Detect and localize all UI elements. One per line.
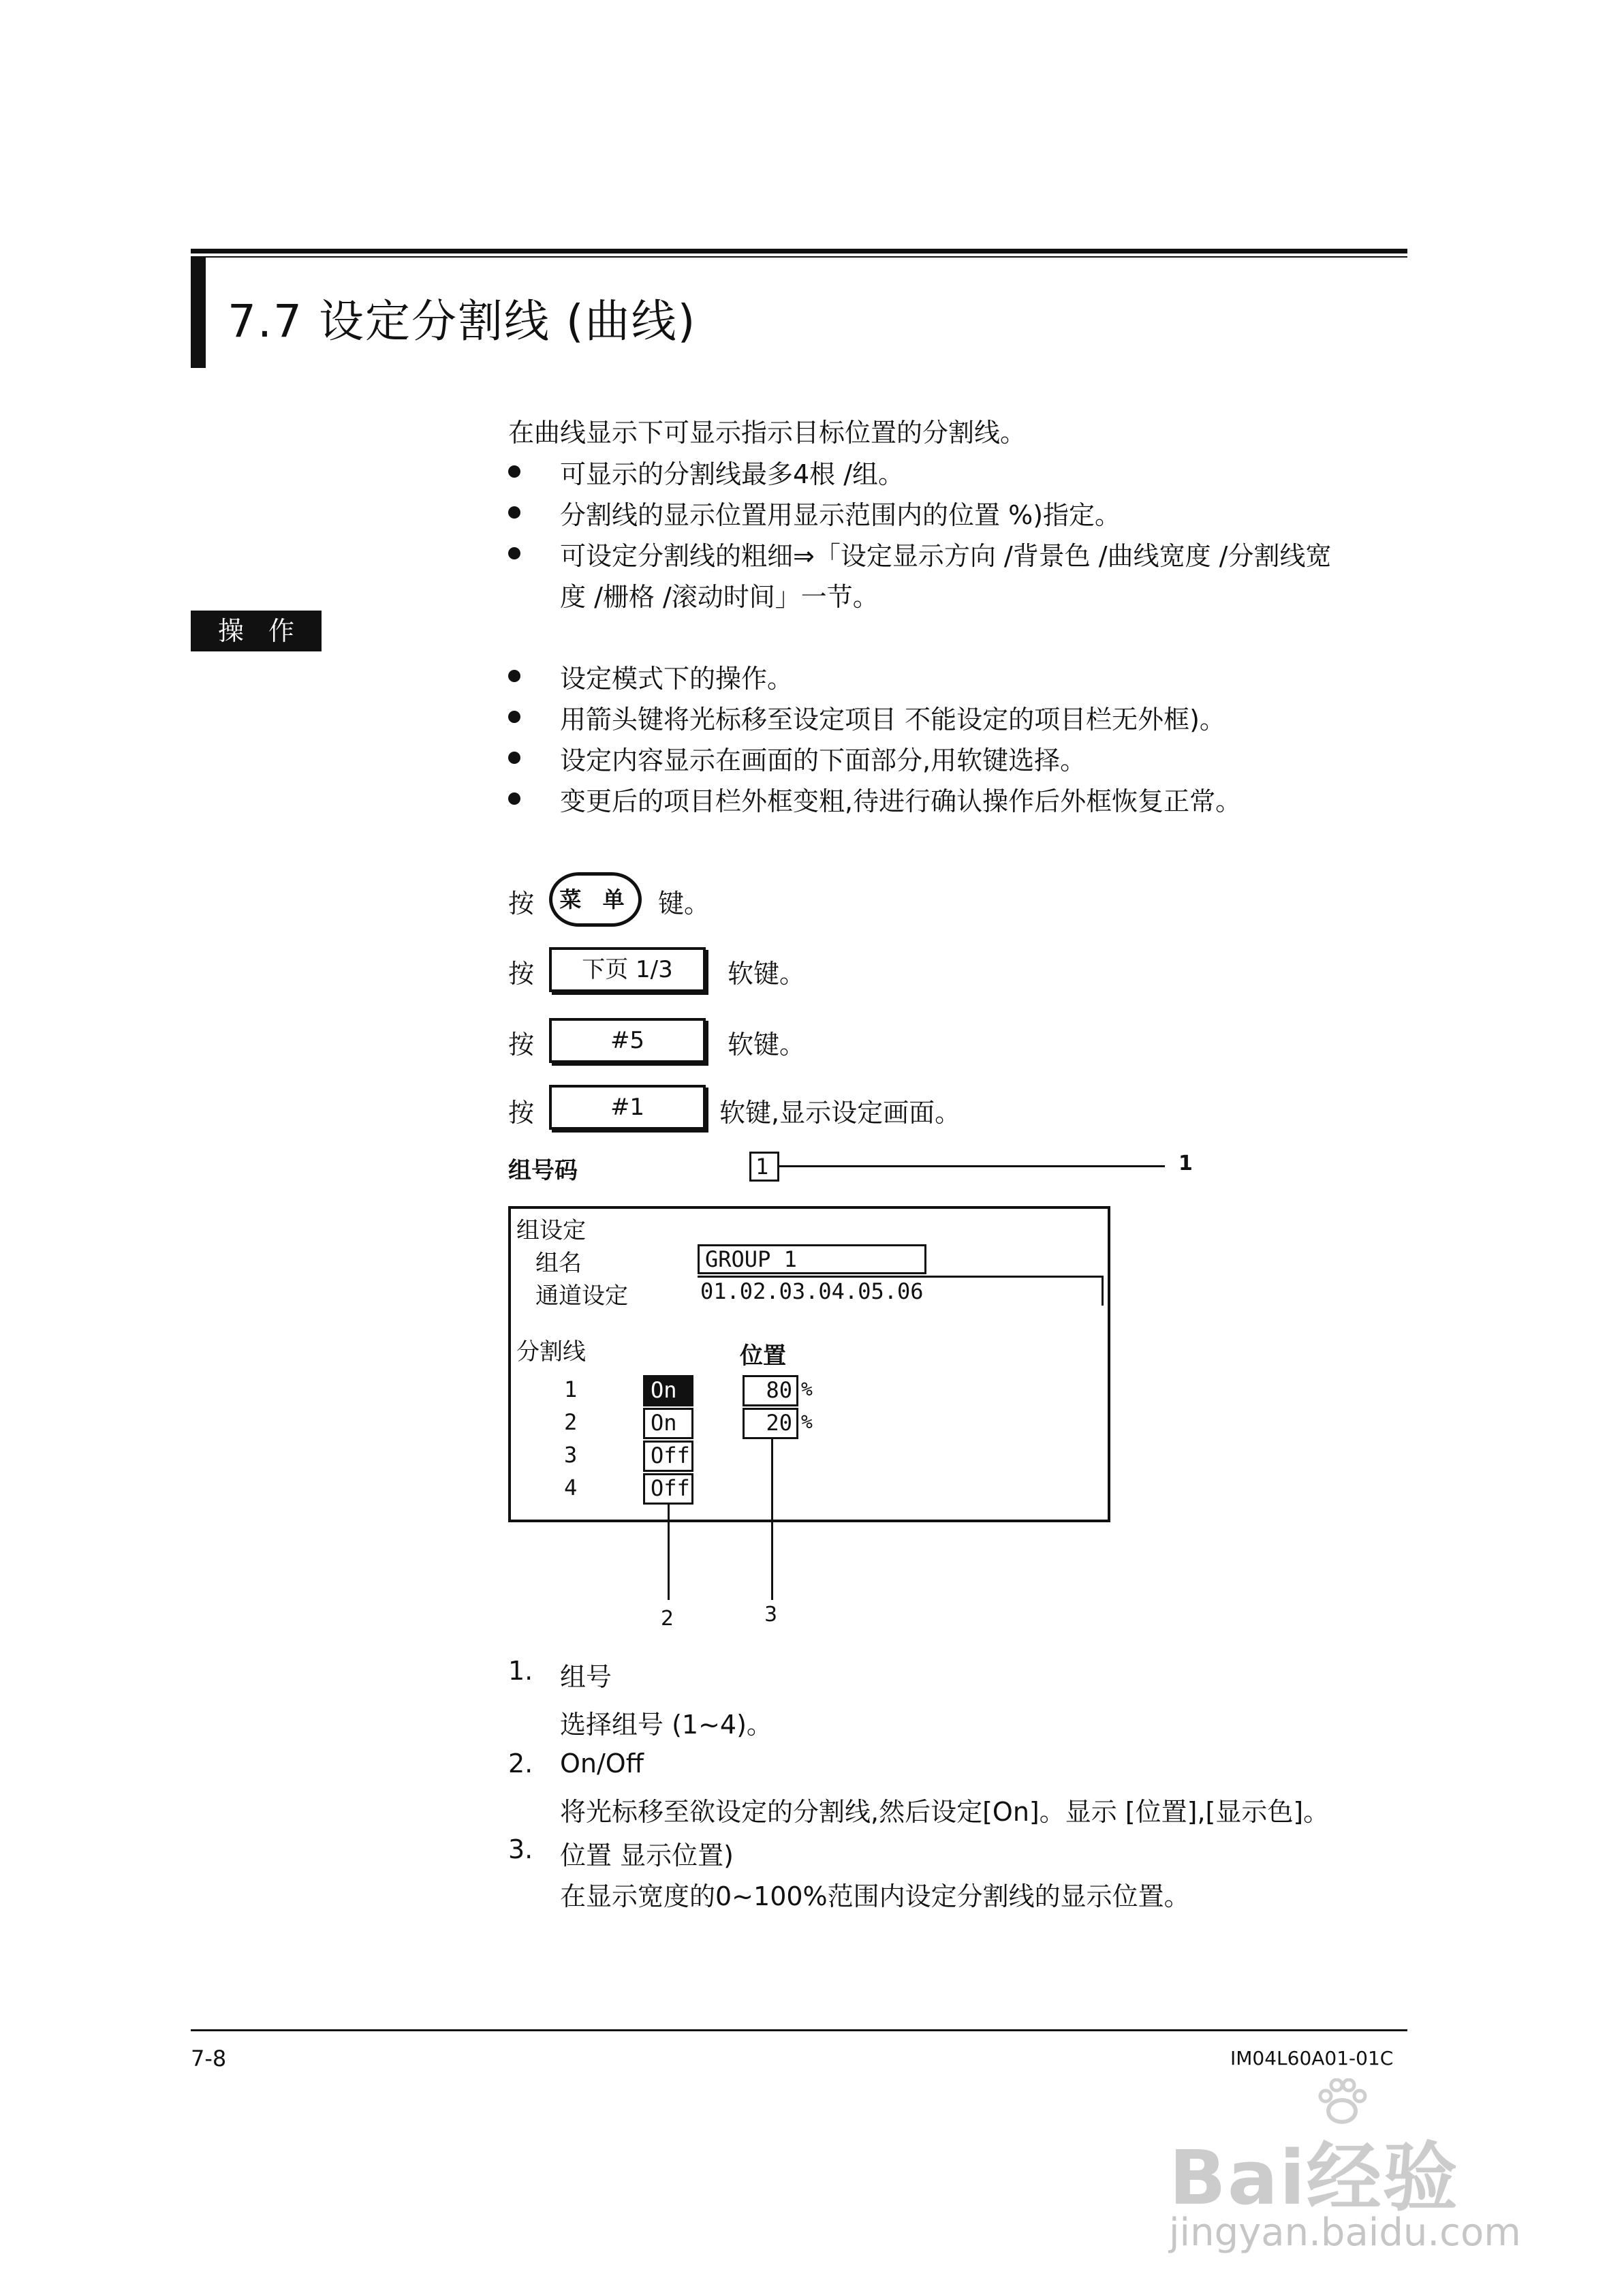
step-2-prefix: 按 bbox=[508, 959, 535, 989]
divider-3-toggle[interactable]: Off bbox=[643, 1441, 693, 1472]
note-3-desc: 在显示宽度的0~100%范围内设定分割线的显示位置。 bbox=[560, 1881, 1190, 1911]
callout-3-line bbox=[771, 1439, 773, 1600]
intro-bullet-3-cont: 度 /栅格 /滚动时间」一节。 bbox=[560, 582, 879, 612]
step-1-prefix: 按 bbox=[508, 889, 535, 919]
percent-unit: % bbox=[801, 1378, 813, 1400]
group-settings-heading: 组设定 bbox=[516, 1217, 586, 1244]
callout-1-line bbox=[779, 1165, 1165, 1167]
operation-bullet-3: 设定内容显示在画面的下面部分,用软键选择。 bbox=[560, 745, 1087, 775]
step-2-suffix: 软键。 bbox=[728, 959, 806, 989]
callout-3: 3 bbox=[764, 1603, 778, 1627]
step-3-prefix: 按 bbox=[508, 1030, 535, 1060]
operation-bullet-1: 设定模式下的操作。 bbox=[560, 664, 794, 694]
note-3-number: 3. bbox=[508, 1834, 533, 1864]
divider-heading: 分割线 bbox=[516, 1338, 586, 1366]
group-number-field[interactable]: 1 bbox=[749, 1152, 779, 1182]
intro-bullet-1: 可显示的分割线最多4根 /组。 bbox=[560, 459, 905, 489]
operation-bullet-2: 用箭头键将光标移至设定项目 不能设定的项目栏无外框)。 bbox=[560, 705, 1225, 735]
header-rule bbox=[191, 249, 1407, 253]
page-number: 7-8 bbox=[191, 2046, 227, 2071]
title-marker bbox=[191, 258, 206, 368]
step-1-suffix: 键。 bbox=[658, 889, 710, 919]
channel-setting-label: 通道设定 bbox=[535, 1282, 628, 1310]
channel-setting-field[interactable]: 01.02.03.04.05.06 bbox=[700, 1278, 924, 1304]
note-3-title: 位置 显示位置) bbox=[560, 1840, 734, 1870]
intro-bullet-3: 可设定分割线的粗细⇒「设定显示方向 /背景色 /曲线宽度 /分割线宽 bbox=[560, 541, 1332, 571]
note-1-title: 组号 bbox=[560, 1662, 612, 1692]
softkey-5[interactable]: #5 bbox=[549, 1018, 706, 1063]
divider-number: 3 bbox=[564, 1442, 578, 1468]
position-heading: 位置 bbox=[740, 1342, 786, 1370]
bullet-icon bbox=[508, 465, 520, 478]
callout-2-line bbox=[668, 1505, 670, 1600]
operation-label: 操作 bbox=[191, 611, 322, 651]
menu-hardkey[interactable]: 菜 单 bbox=[549, 872, 642, 927]
step-4-suffix: 软键,显示设定画面。 bbox=[719, 1098, 961, 1128]
watermark-url: jingyan.baidu.com bbox=[1169, 2211, 1521, 2255]
note-1-number: 1. bbox=[508, 1656, 533, 1686]
section-number: 7.7 bbox=[228, 295, 303, 348]
bullet-icon bbox=[508, 547, 520, 559]
divider-1-position[interactable]: 80 bbox=[743, 1375, 798, 1406]
divider-number: 4 bbox=[564, 1475, 578, 1500]
group-name-label: 组名 bbox=[535, 1250, 582, 1277]
softkey-1[interactable]: #1 bbox=[549, 1085, 706, 1130]
note-2-title: On/Off bbox=[560, 1749, 644, 1778]
bullet-icon bbox=[508, 506, 520, 519]
intro-lead: 在曲线显示下可显示指示目标位置的分割线。 bbox=[508, 418, 1027, 448]
divider-4-toggle[interactable]: Off bbox=[643, 1473, 693, 1505]
divider-number: 2 bbox=[564, 1409, 578, 1435]
note-2-number: 2. bbox=[508, 1749, 533, 1778]
intro-bullet-2: 分割线的显示位置用显示范围内的位置 %)指定。 bbox=[560, 500, 1121, 530]
step-3-suffix: 软键。 bbox=[728, 1030, 806, 1060]
section-title-text: 设定分割线 (曲线) bbox=[318, 295, 697, 348]
step-4-prefix: 按 bbox=[508, 1098, 535, 1128]
watermark-brand: Bai经验 bbox=[1169, 2134, 1459, 2221]
bullet-icon bbox=[508, 711, 520, 723]
bullet-icon bbox=[508, 792, 520, 805]
header-rule-thin bbox=[191, 256, 1407, 258]
callout-1: 1 bbox=[1178, 1152, 1193, 1175]
bullet-icon bbox=[508, 670, 520, 682]
divider-1-toggle[interactable]: On bbox=[643, 1375, 693, 1406]
bullet-icon bbox=[508, 752, 520, 764]
note-1-desc: 选择组号 (1~4)。 bbox=[560, 1710, 772, 1740]
divider-2-position[interactable]: 20 bbox=[743, 1408, 798, 1439]
group-name-field[interactable]: GROUP 1 bbox=[698, 1244, 926, 1274]
next-page-softkey[interactable]: 下页 1/3 bbox=[549, 947, 706, 992]
group-number-label: 组号码 bbox=[508, 1157, 578, 1184]
callout-2: 2 bbox=[661, 1607, 674, 1631]
footer-rule bbox=[191, 2029, 1407, 2031]
section-title bbox=[228, 285, 696, 350]
note-2-desc: 将光标移至欲设定的分割线,然后设定[On]。显示 [位置],[显示色]。 bbox=[560, 1797, 1330, 1827]
document-id: IM04L60A01-01C bbox=[1230, 2047, 1394, 2069]
divider-2-toggle[interactable]: On bbox=[643, 1408, 693, 1439]
operation-bullet-4: 变更后的项目栏外框变粗,待进行确认操作后外框恢复正常。 bbox=[560, 786, 1242, 816]
divider-number: 1 bbox=[564, 1376, 578, 1402]
percent-unit: % bbox=[801, 1411, 813, 1433]
